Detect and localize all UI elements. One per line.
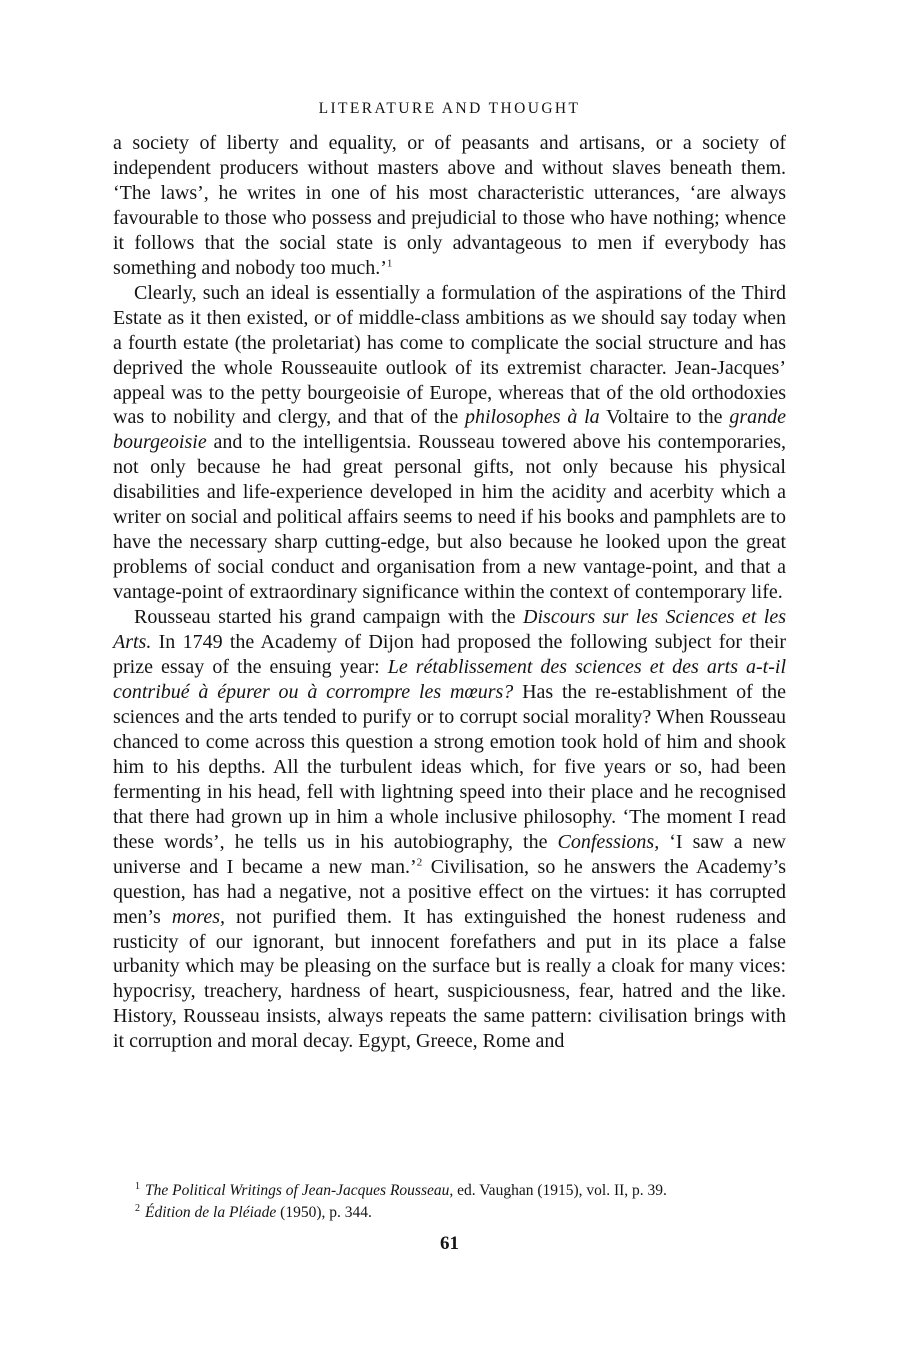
footnote-number: 1 xyxy=(135,1180,140,1192)
footnote xyxy=(135,1180,786,1202)
body-text xyxy=(113,131,786,1054)
text-run: ‘I saw a new universe and I became a new man.’ xyxy=(113,830,786,878)
footnote-reference: 1 xyxy=(386,257,393,270)
italic-text: The Political Writings of Jean-Jacques Rousseau, xyxy=(145,1182,454,1199)
text-run: Civilisation, so he answers the Academy’s question, has had a negative, not a positive effect on the virtues: it has corrupted men’s xyxy=(113,855,786,928)
text-run: Voltaire to the xyxy=(599,406,730,429)
italic-text: Édition de la Pléiade xyxy=(145,1204,277,1221)
italic-text: philosophes à la xyxy=(464,406,600,429)
text-run: a society of liberty and equality, or of peasants and artisans, or a society of independent producers without masters above and without slaves beneath them. ‘The laws’, he writes in one of his most characteristic utterances, ‘are always favourable to those who possess and prejudicial to those who have nothing; whence it follows that the social state is only advantageous to men if everybody has something and nobody too much.’ xyxy=(113,132,786,279)
text-run: not purified them. It has extinguished the honest rudeness and rusticity of our ignorant, but innocent forefathers and put in its place a false urbanity which may be pleasing on the surface but is really a cloak for many vices: hypocrisy, treachery, hardness of heart, suspiciousness, fear, hatred and the like. History, Rousseau insists, always repeats the same pattern: civilisation brings with it corruption and moral decay. Egypt, Greece, Rome and xyxy=(113,905,787,1053)
italic-text: grande bourgeoisie xyxy=(113,406,786,454)
paragraph xyxy=(113,605,786,1054)
italic-text: Le rétablissement des sciences et des arts a-t-il contribué à épurer ou à corrompre les mœurs? xyxy=(113,656,786,703)
text-run: Rousseau started his grand campaign with the xyxy=(134,606,524,629)
paragraph xyxy=(113,131,786,281)
italic-text: Discours sur les Sciences et les Arts. xyxy=(113,606,786,654)
text-run: (1950), p. 344. xyxy=(276,1204,372,1221)
text-run: In 1749 the Academy of Dijon had proposed the following subject for their prize essay of the ensuing year: xyxy=(113,631,786,679)
footnote-reference: 2 xyxy=(416,855,423,868)
text-run: Has the re-establishment of the sciences and the arts tended to purify or to corrupt social morality? When Rousseau chanced to come across this question a strong emotion took hold of him and shook him to his depths. All the turbulent ideas which, for five years or so, had been fermenting in his head, fell with lightning speed into their place and he recognised that there had grown up in him a whole inclusive philosophy. ‘The moment I read these words’, he tells us in his autobiography, the xyxy=(113,680,787,853)
footnote xyxy=(135,1202,786,1224)
footnotes xyxy=(135,1180,786,1224)
text-run: and to the intelligentsia. Rousseau towered above his contemporaries, not only because he had great personal gifts, not only because his physical disabilities and life-experience developed in him the acidity and acerbity which a writer on social and political affairs seems to need if his books and pamphlets are to have the necessary sharp cutting-edge, but also because he looked upon the great problems of social conduct and organisation from a new vantage-point, and that a vantage-point of extraordinary significance within the context of contemporary life. xyxy=(113,431,786,604)
page-number: 61 xyxy=(440,1233,459,1254)
italic-text: mores, xyxy=(171,905,225,928)
italic-text: Confessions, xyxy=(557,830,660,853)
paragraph xyxy=(113,281,786,605)
text-run: ed. Vaughan (1915), vol. II, p. 39. xyxy=(453,1182,667,1199)
footnote-number: 2 xyxy=(135,1202,140,1214)
running-head: LITERATURE AND THOUGHT xyxy=(318,100,581,117)
text-run: Clearly, such an ideal is essentially a formulation of the aspirations of the Third Estate as it then existed, or of middle-class ambitions as we should say today when a fourth estate (the proletariat) has come to complicate the social structure and has deprived the whole Rousseauite outlook of its extremist character. Jean-Jacques’ appeal was to the petty bourgeoisie of Europe, whereas that of the old orthodoxies was to nobility and clergy, and that of the xyxy=(113,281,786,429)
